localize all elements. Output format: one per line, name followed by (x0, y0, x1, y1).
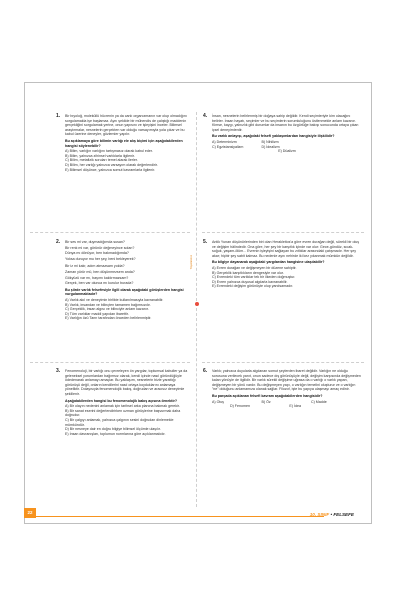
answer-option[interactable]: D) İdealizm (261, 144, 280, 149)
answer-option[interactable]: D) Evren yalnızca duyusal algılarla kavranabilir. (212, 279, 288, 284)
page-footer (24, 508, 372, 522)
question-number: 4. (203, 113, 208, 119)
answer-option[interactable]: B) Bilim, yalnızca zihinsel varlıklarla ilgilenir. (65, 153, 135, 158)
answer-option[interactable]: E) İdea (289, 404, 301, 409)
question-4 (203, 113, 362, 155)
answer-option[interactable]: C) Evrendeki tüm varlıklar tek bir ilkeden doğmuştur. (212, 275, 296, 280)
question-stem: Bu varlık anlayışı, aşağıdaki felsefi yaklaşımlardan hangisiyle ilişkilidir? (212, 134, 335, 139)
footer-rule (36, 516, 324, 517)
answer-option[interactable]: C) Madde (311, 399, 327, 404)
grade-label: 10. SINIF (309, 512, 330, 517)
answer-option[interactable]: C) Bir çalgıyı anlamak, yalnızca çalgının sesini doğrudan dinlemekle mümkündür. (65, 417, 174, 427)
answer-option[interactable]: E) Varlığın özü Tanrı tarafından önceden belirlenmiştir. (65, 316, 152, 321)
question-stem: Bu bilgiye dayanarak aşağıdaki yargılardan hangisine ulaşılabilir? (212, 260, 325, 265)
question-body: İnsan, nesnelerin belirlenmiş bir doğaya sahip değildir. Kendi seçimleriyle kim olacağını belirler. İnsan hayatı, seçimler ve bu seçimlerin sorumluluğunu üstlenmekle anlam kazanır. Kimse, kaygı, yalnızlık gibi durumlar da insanın bu özgürlüğe bakışı sonucunda ortaya çıkan içsel deneyimlerdir. (212, 114, 359, 132)
answer-option[interactable]: C) Gerçeklik, insan algısı ve bilinciyle anlam kazanır. (65, 307, 149, 312)
answer-option[interactable]: D) Tüm varlıklar maddi yapıdan ibarettir. (65, 311, 129, 316)
answer-option[interactable]: D) Bilim, her varlığı yalnızca varsayım olarak değerlendirir. (65, 162, 158, 167)
row-divider (202, 362, 364, 363)
question-number: 3. (56, 368, 61, 374)
poem-line: Bir ses mi var, duymadığımda susan? (65, 240, 125, 244)
answer-options (212, 404, 362, 409)
answer-option[interactable]: E) Bilimsel düşünce, yalnızca somut kavramlarla ilgilenir. (65, 167, 156, 172)
poem-line: Bir renk mi var, görünür değmeyince solan? (65, 245, 135, 250)
question-stem: Aşağıdakilerden hangisi bu fenomenolojik bakış açısına örnektir? (65, 398, 178, 403)
row-divider (30, 362, 190, 363)
side-dot-marker (195, 302, 199, 306)
answer-option[interactable]: A) Varlık akıl ve deneyimin birlikte kullanılmasıyla kavranabilir. (65, 297, 164, 302)
question-body: Antik Yunan düşünürlerinden biri olan Herakleitos'a göre evren durağan değil, sürekli bir oluş ve değişim hâlindedir. Ona göre, her şey bir karşıtlık içinde var olur: Gece-gündüz, sıcak-soğuk, yaşam-ölüm... Evrenin işleyişini sağlayan bu zıtlıklar arasındaki çatışmadır. Her şey akar; hiçbir şey sabit kalmaz. Bu nedenle aynı nehirde iki kez yıkanmak mümkün değildir. (212, 240, 360, 258)
question-body: Bir bıyoloğ, moleküllü hücrenin ya da canlı organızmanın var olup olmadığını sorgulamakla işe başlamaz. Aynı şekilde bir mühendis de çalıştığı maddenin gerçekliğini sorgulamak yerine, onun yapısını ve işleyişini inceler. Bilimsel araştırmalar, nesnelerin gerçekten var olduğu varsayımıyla yola çıkar ve bu kabul üzerine deneyler, gözlemler yapılır. (65, 114, 187, 137)
question-number: 1. (56, 113, 61, 119)
answer-option[interactable]: D) Bir nesneye dair en doğru bilgiye bilimsel ölçümle ulaşılır. (65, 427, 161, 432)
answer-option[interactable]: B) Nihilizm (261, 139, 279, 144)
question-stem: Bu parçada açıklanan felsefi kavram aşağıdakilerden hangisidir? (212, 393, 323, 398)
answer-option[interactable]: B) Bir sanat eserini değerlendirirken uzman görüşlerine başvurmak daha doğrudur. (65, 408, 181, 418)
answer-option[interactable]: C) Egzistansiyalizm (212, 144, 244, 149)
question-body: Varlık; yalnızca duyularla algılanan somut şeylerden ibaret değildir. Varlığın ne olduğu sorusuna verilecek yanıt, onun sadece dış görünüşüyle değil, değişim karşısında değişmeden kalan yönüyle de ilgilidir. Bir varlık sürekli değişime uğrasa da o varlığı o varlık yapan, değişmeyen bir yönü vardır. Bu değişmeyen yapı, o varlığın temelini oluşturur ve o varlığın "ne" olduğunu anlamamıza olanak sağlar. Filozof, işte bu yapıya ulaşmayı amaç edinir. (212, 369, 361, 392)
column-divider (196, 112, 197, 507)
question-stem: Bu şiirde varlık felsefesiyle ilgili olarak aşağıdaki görüşlerden hangisi vurgulanmaktadır? (65, 287, 184, 297)
answer-option[interactable]: B) Varlık, insandan ve bilinçten tamamen bağımsızdır. (65, 302, 151, 307)
poem-line: Dünya mı dönüyor, ben bakmadığımda? (65, 251, 129, 256)
row-divider (202, 232, 364, 233)
subject-label: • FELSEFE (330, 512, 354, 517)
answer-option[interactable]: E) İnsan davranışları, toplumun normlarına göre açıklanmalıdır. (65, 431, 166, 436)
answer-option[interactable]: B) Gerçeklik karşıtlıkların dengesiyle var olur. (212, 270, 284, 275)
question-6 (203, 368, 362, 409)
poem-line: Gerçek, ben var olunca mı kurulur burada? (65, 281, 134, 286)
question-stem: Bu açıklamaya göre bilimin varlığı ele alış biçimi için aşağıdakilerden hangisi söylenebilir? (65, 138, 183, 148)
answer-option[interactable]: B) Öz (261, 399, 271, 404)
poem-line: Bir iz mi kalır, adım atmazsam yolda? (65, 264, 125, 269)
answer-option[interactable]: C) Bilim, metafizik soruları temel alarak ilerler. (65, 158, 138, 163)
answer-option[interactable]: A) Bir olayın nedenini anlamak için tarihsel arka planına bakmak gerekir. (65, 404, 180, 409)
answer-option[interactable]: E) Düalizm (278, 149, 296, 154)
question-number: 2. (56, 239, 61, 245)
poem-line: Gökyüzü var mı, başımı kaldırmazsam? (65, 275, 129, 280)
page-number: 22 (24, 508, 36, 518)
answer-option[interactable]: A) Bilim, varlığın varlığını tartışmasız olarak kabul eder. (65, 149, 153, 154)
question-3 (56, 368, 189, 436)
answer-option[interactable]: E) Evrendeki değişim görünüşte olup yanılsamadır. (212, 284, 294, 289)
question-2 (56, 239, 189, 321)
question-number: 6. (203, 368, 208, 374)
answer-option[interactable]: A) Evren durağan ve değişmeyen bir düzene sahiptir. (212, 265, 297, 270)
question-number: 5. (203, 239, 208, 245)
poem-line: Zaman yürür mü, ben düşünmezsem anda? (65, 269, 135, 274)
question-5 (203, 239, 362, 289)
answer-option[interactable]: D) Fenomen (230, 404, 250, 409)
answer-option[interactable]: A) Determinizm (212, 139, 237, 144)
answer-options (212, 140, 362, 149)
answer-option[interactable]: A) Oluş (212, 399, 224, 404)
question-body: Fenomenoloji, bir varlığı onu çevreleyen ön yargılar, toplumsal kabuller ya da geleneksel yorumlardan bağımsız olarak, kendi içinde nasıl göründüğüyle ödedenarak anlamayı amaçlar. Bu yaklaşım, nesnelerin bizle yarattığı görünüşü değil, onların kendilerini nasıl ortaya koyduklarını anlamaya yöneliktir. Dolayısıyla fenomenolojik bakış, doğrudan ve aracısız deneyimle şekillenir. (65, 369, 188, 396)
poem-line: Yoksa duruyor mu her şey, beni bekleyerek? (65, 256, 136, 261)
footer-brand (310, 512, 354, 517)
question-1 (56, 113, 189, 172)
side-publisher-text: Yayınlarımız (190, 255, 193, 270)
row-divider (30, 232, 190, 233)
